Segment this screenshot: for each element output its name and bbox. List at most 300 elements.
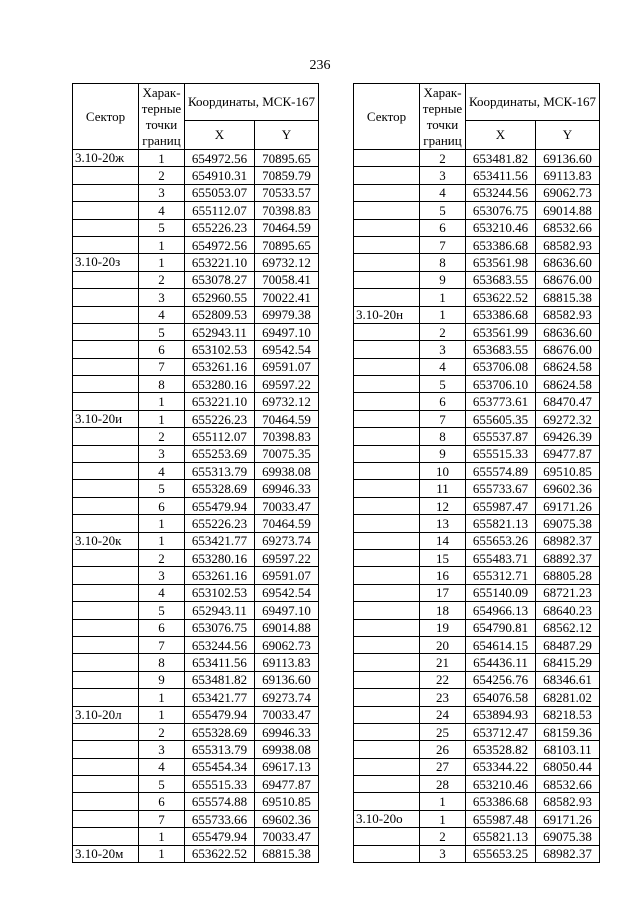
table-row [73,236,319,253]
coord-x: 652960.55 [185,289,255,306]
header-x: X [185,121,255,150]
coord-y: 69979.38 [255,306,319,323]
point-number: 3 [139,289,185,306]
point-number: 3 [420,341,466,358]
coord-x: 653411.56 [185,654,255,671]
table-row [73,289,319,306]
coord-y: 69113.83 [536,167,600,184]
coord-y: 69497.10 [255,602,319,619]
table-row [354,723,600,740]
coord-y: 68281.02 [536,689,600,706]
sector-cell [73,341,139,358]
table-row [354,758,600,775]
table-row [73,254,319,271]
sector-cell [354,410,420,427]
table-row [354,515,600,532]
coord-x: 653244.56 [466,184,536,201]
coord-x: 653076.75 [185,619,255,636]
table-body [73,150,319,863]
sector-cell [354,776,420,793]
coord-x: 653210.46 [466,776,536,793]
point-number: 1 [420,793,466,810]
table-body [354,150,600,863]
table-row [73,410,319,427]
coord-x: 654910.31 [185,167,255,184]
coord-y: 70033.47 [255,497,319,514]
point-number: 1 [139,532,185,549]
coord-y: 69075.38 [536,828,600,845]
sector-cell [73,184,139,201]
point-number: 22 [420,671,466,688]
point-number: 17 [420,584,466,601]
point-number: 4 [139,306,185,323]
coord-y: 70859.79 [255,167,319,184]
coord-x: 653221.10 [185,393,255,410]
table-row [354,532,600,549]
point-number: 8 [420,254,466,271]
point-number: 4 [139,463,185,480]
point-number: 2 [420,150,466,167]
point-number: 25 [420,723,466,740]
point-number: 4 [139,202,185,219]
point-number: 1 [139,150,185,167]
coord-y: 69732.12 [255,254,319,271]
coord-y: 68103.11 [536,741,600,758]
header-y: Y [255,121,319,150]
table-row [354,567,600,584]
sector-cell [73,549,139,566]
point-number: 1 [420,306,466,323]
table-row [73,202,319,219]
point-number: 7 [139,810,185,827]
sector-cell [354,393,420,410]
table-row [73,845,319,862]
coord-y: 70033.47 [255,706,319,723]
sector-cell [73,497,139,514]
sector-cell [73,463,139,480]
table-row [354,845,600,862]
table-row [73,393,319,410]
sector-cell [73,793,139,810]
point-number: 6 [420,393,466,410]
coord-y: 70058.41 [255,271,319,288]
coord-y: 68582.93 [536,793,600,810]
coord-y: 68676.00 [536,341,600,358]
coord-x: 653481.82 [185,671,255,688]
point-number: 3 [139,445,185,462]
table-row [354,184,600,201]
point-number: 1 [139,689,185,706]
point-number: 9 [420,445,466,462]
sector-cell [73,619,139,636]
sector-cell [73,393,139,410]
point-number: 4 [420,184,466,201]
coord-y: 69171.26 [536,810,600,827]
point-number: 7 [139,358,185,375]
coord-x: 654966.13 [466,602,536,619]
coord-y: 69510.85 [536,463,600,480]
point-number: 7 [420,410,466,427]
table-row [354,202,600,219]
point-number: 1 [139,410,185,427]
coord-y: 69946.33 [255,480,319,497]
table-row [354,445,600,462]
sector-cell [354,463,420,480]
point-number: 3 [139,567,185,584]
coord-y: 68532.66 [536,776,600,793]
coord-y: 70022.41 [255,289,319,306]
coord-y: 69497.10 [255,323,319,340]
coord-y: 68676.00 [536,271,600,288]
coord-x: 655112.07 [185,202,255,219]
coord-x: 655821.13 [466,515,536,532]
table-row [354,393,600,410]
sector-cell [73,671,139,688]
sector-cell [73,271,139,288]
sector-cell [73,828,139,845]
coord-x: 655987.48 [466,810,536,827]
table-row [73,602,319,619]
sector-cell [73,636,139,653]
coord-x: 655328.69 [185,723,255,740]
table-row [354,428,600,445]
point-number: 8 [420,428,466,445]
sector-cell [73,202,139,219]
coord-x: 655653.26 [466,532,536,549]
coord-y: 69272.32 [536,410,600,427]
coord-y: 69477.87 [536,445,600,462]
header-points: Харак-терные точки границ [139,84,185,150]
page-number: 236 [309,58,331,73]
table-row [73,271,319,288]
table-row [354,689,600,706]
sector-cell [73,480,139,497]
coord-x: 653894.93 [466,706,536,723]
coord-y: 69062.73 [255,636,319,653]
table-row [73,428,319,445]
coord-y: 70398.83 [255,202,319,219]
coord-x: 655226.23 [185,219,255,236]
coord-y: 68982.37 [536,845,600,862]
coord-y: 70464.59 [255,515,319,532]
point-number: 3 [420,167,466,184]
coord-y: 69602.36 [255,810,319,827]
coord-x: 655053.07 [185,184,255,201]
table-row [354,776,600,793]
table-row [73,497,319,514]
coord-y: 69602.36 [536,480,600,497]
sector-cell [354,515,420,532]
sector-cell [354,758,420,775]
sector-cell [73,323,139,340]
sector-cell [73,167,139,184]
sector-cell [354,793,420,810]
point-number: 20 [420,636,466,653]
sector-cell [354,567,420,584]
point-number: 1 [139,828,185,845]
table-row [73,549,319,566]
table-row [73,480,319,497]
coord-x: 653622.52 [185,845,255,862]
coord-x: 655313.79 [185,463,255,480]
sector-cell [354,323,420,340]
sector-cell [354,828,420,845]
table-row [354,619,600,636]
coord-y: 69542.54 [255,341,319,358]
point-number: 21 [420,654,466,671]
table-row [73,306,319,323]
coord-x: 653102.53 [185,584,255,601]
header-coords: Координаты, МСК-167 [466,84,600,121]
table-row [73,706,319,723]
table-row [354,463,600,480]
coord-x: 655574.88 [185,793,255,810]
coord-x: 652943.11 [185,323,255,340]
coord-y: 69591.07 [255,567,319,584]
sector-cell [354,723,420,740]
coord-y: 69426.39 [536,428,600,445]
coordinates-table-right [353,83,600,863]
coord-y: 68640.23 [536,602,600,619]
table-row [73,184,319,201]
coord-x: 653280.16 [185,549,255,566]
coord-y: 69617.13 [255,758,319,775]
coord-x: 653386.68 [466,793,536,810]
table-row [73,445,319,462]
point-number: 4 [420,358,466,375]
table-row [354,323,600,340]
sector-cell [354,636,420,653]
coord-y: 68636.60 [536,254,600,271]
coord-y: 69273.74 [255,532,319,549]
table-row [354,289,600,306]
coord-x: 655479.94 [185,497,255,514]
coord-x: 654076.58 [466,689,536,706]
table-row [354,376,600,393]
coord-x: 655479.94 [185,706,255,723]
table-row [354,706,600,723]
header-points: Харак-терные точки границ [420,84,466,150]
sector-cell [354,602,420,619]
coord-x: 654436.11 [466,654,536,671]
sector-cell [354,480,420,497]
coord-x: 654256.76 [466,671,536,688]
coord-x: 655226.23 [185,515,255,532]
table-row [354,358,600,375]
coord-y: 69113.83 [255,654,319,671]
header-coords: Координаты, МСК-167 [185,84,319,121]
sector-cell [354,376,420,393]
point-number: 4 [139,584,185,601]
point-number: 1 [139,845,185,862]
coord-y: 69014.88 [536,202,600,219]
point-number: 1 [139,515,185,532]
point-number: 24 [420,706,466,723]
coord-y: 70895.65 [255,150,319,167]
coord-x: 654790.81 [466,619,536,636]
coord-y: 68582.93 [536,306,600,323]
point-number: 12 [420,497,466,514]
table-row [73,828,319,845]
coord-x: 655733.67 [466,480,536,497]
point-number: 2 [139,428,185,445]
coord-x: 653411.56 [466,167,536,184]
coord-x: 655605.35 [466,410,536,427]
coord-y: 70398.83 [255,428,319,445]
point-number: 2 [139,549,185,566]
table-row [354,584,600,601]
sector-cell [354,167,420,184]
coord-x: 655733.66 [185,810,255,827]
point-number: 5 [139,480,185,497]
point-number: 6 [420,219,466,236]
sector-cell [354,236,420,253]
sector-cell [354,549,420,566]
point-number: 14 [420,532,466,549]
sector-cell [73,584,139,601]
point-number: 7 [420,236,466,253]
coord-x: 655479.94 [185,828,255,845]
coord-x: 653076.75 [466,202,536,219]
coord-y: 68218.53 [536,706,600,723]
coord-y: 69136.60 [536,150,600,167]
table-row [354,236,600,253]
sector-cell [354,428,420,445]
sector-cell [73,776,139,793]
coord-y: 68805.28 [536,567,600,584]
table-row [354,602,600,619]
point-number: 1 [139,254,185,271]
point-number: 5 [420,202,466,219]
table-row [354,810,600,827]
coord-y: 69597.22 [255,376,319,393]
coord-x: 653102.53 [185,341,255,358]
sector-cell [73,219,139,236]
coord-y: 69597.22 [255,549,319,566]
coord-x: 653261.16 [185,358,255,375]
table-row [73,758,319,775]
point-number: 5 [139,776,185,793]
coord-x: 653210.46 [466,219,536,236]
coord-x: 655537.87 [466,428,536,445]
sector-cell: 3.10-20н [354,306,420,323]
table-row [354,219,600,236]
sector-cell [354,202,420,219]
point-number: 8 [139,654,185,671]
coord-x: 653421.77 [185,532,255,549]
coord-y: 70464.59 [255,410,319,427]
sector-cell [354,150,420,167]
coord-x: 655328.69 [185,480,255,497]
sector-cell [73,289,139,306]
coord-y: 69171.26 [536,497,600,514]
coord-y: 69591.07 [255,358,319,375]
point-number: 16 [420,567,466,584]
point-number: 6 [139,619,185,636]
table-row [73,219,319,236]
coord-x: 655483.71 [466,549,536,566]
table-row [73,654,319,671]
coord-x: 653280.16 [185,376,255,393]
sector-cell [354,497,420,514]
coord-y: 68982.37 [536,532,600,549]
sector-cell [73,445,139,462]
coord-y: 69477.87 [255,776,319,793]
table-row [73,741,319,758]
coord-x: 655140.09 [466,584,536,601]
coord-y: 70033.47 [255,828,319,845]
point-number: 1 [139,236,185,253]
coord-x: 653706.08 [466,358,536,375]
sector-cell: 3.10-20з [73,254,139,271]
coord-x: 653344.22 [466,758,536,775]
point-number: 2 [139,271,185,288]
coord-y: 69946.33 [255,723,319,740]
coord-y: 69136.60 [255,671,319,688]
table-row [73,323,319,340]
table-row [73,671,319,688]
sector-cell: 3.10-20ж [73,150,139,167]
sector-cell [73,758,139,775]
point-number: 2 [139,723,185,740]
point-number: 1 [420,289,466,306]
table-row [354,410,600,427]
table-row [73,810,319,827]
coord-x: 654614.15 [466,636,536,653]
point-number: 10 [420,463,466,480]
point-number: 1 [420,810,466,827]
coord-y: 68415.29 [536,654,600,671]
point-number: 2 [420,828,466,845]
table-row [73,150,319,167]
point-number: 7 [139,636,185,653]
table-row [354,793,600,810]
coord-x: 653561.98 [466,254,536,271]
table-row [354,341,600,358]
sector-cell [73,376,139,393]
point-number: 6 [139,497,185,514]
table-row [354,828,600,845]
coord-x: 655515.33 [466,445,536,462]
table-row [354,497,600,514]
coord-y: 68815.38 [255,845,319,862]
coord-x: 652943.11 [185,602,255,619]
point-number: 13 [420,515,466,532]
table-row [73,341,319,358]
coord-y: 68815.38 [536,289,600,306]
sector-cell [354,584,420,601]
header-sector: Сектор [354,84,420,150]
sector-cell [354,671,420,688]
table-row [354,741,600,758]
sector-cell [73,602,139,619]
sector-cell: 3.10-20и [73,410,139,427]
coord-x: 653386.68 [466,306,536,323]
sector-cell [354,654,420,671]
sector-cell [354,741,420,758]
point-number: 26 [420,741,466,758]
sector-cell [354,254,420,271]
sector-cell [354,289,420,306]
sector-cell: 3.10-20о [354,810,420,827]
coord-x: 653561.99 [466,323,536,340]
point-number: 5 [420,376,466,393]
coord-x: 653706.10 [466,376,536,393]
table-row [354,150,600,167]
point-number: 9 [420,271,466,288]
point-number: 9 [139,671,185,688]
table-row [73,636,319,653]
